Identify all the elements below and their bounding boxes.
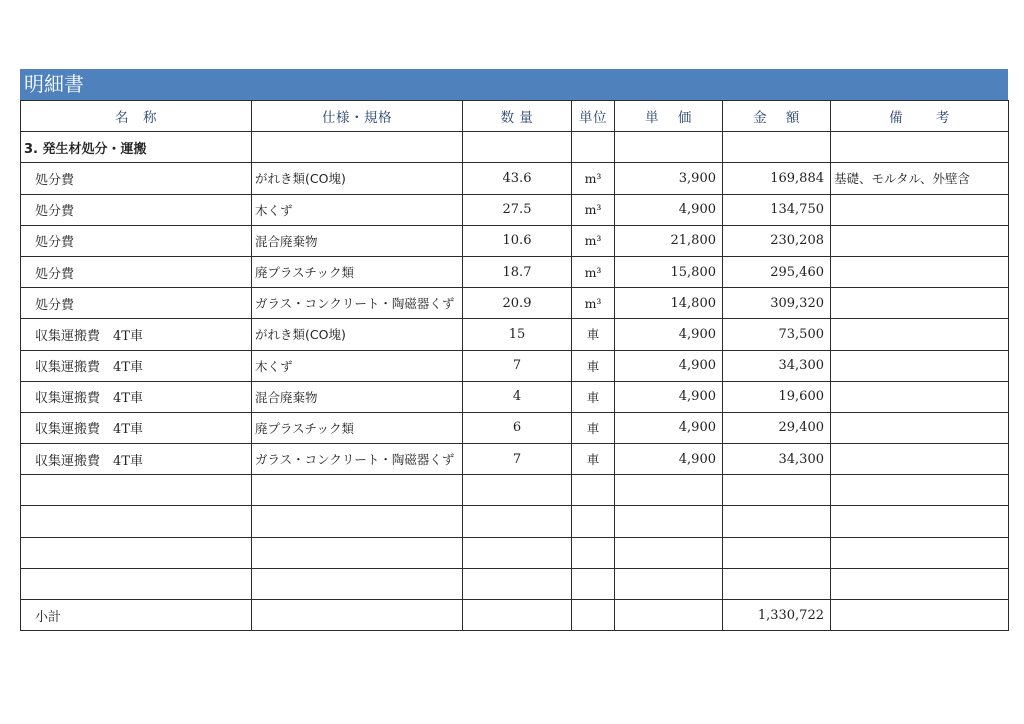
empty-cell [572,132,615,163]
cell-amount: 73,500 [723,319,831,350]
cell-qty: 15 [463,319,572,350]
header-name: 名 称 [21,101,252,132]
cell-spec: ガラス・コンクリート・陶磁器くず [252,288,463,319]
table-row [21,163,1009,194]
cell-spec: ガラス・コンクリート・陶磁器くず [252,444,463,475]
empty-cell [615,537,723,568]
cell-spec: 木くず [252,350,463,381]
table-row [21,319,1009,350]
table-row [21,444,1009,475]
cell-name: 処分費 [21,288,252,319]
cell-spec: 混合廃棄物 [252,225,463,256]
cell-spec: 廃プラスチック類 [252,412,463,443]
cell-name: 収集運搬費 4T車 [21,444,252,475]
empty-cell [572,600,615,631]
cell-price: 3,900 [615,163,723,194]
empty-cell [831,132,1009,163]
cell-amount: 295,460 [723,256,831,287]
empty-cell [723,506,831,537]
subtotal-label: 小計 [21,600,252,631]
empty-cell [572,475,615,506]
cell-qty: 18.7 [463,256,572,287]
cell-name: 収集運搬費 4T車 [21,412,252,443]
cell-price: 4,900 [615,444,723,475]
statement-sheet [20,69,1008,631]
empty-cell [572,568,615,599]
cell-note [831,288,1009,319]
empty-cell [252,132,463,163]
header-qty: 数 量 [463,101,572,132]
cell-price: 21,800 [615,225,723,256]
cell-unit: m³ [572,288,615,319]
cell-qty: 7 [463,444,572,475]
cell-price: 15,800 [615,256,723,287]
empty-row [21,568,1009,599]
empty-cell [723,537,831,568]
empty-cell [252,568,463,599]
cell-price: 4,900 [615,319,723,350]
empty-cell [723,475,831,506]
table-row [21,350,1009,381]
header-row [21,101,1009,132]
cell-unit: m³ [572,194,615,225]
empty-cell [615,600,723,631]
subtotal-amount: 1,330,722 [723,600,831,631]
cell-price: 4,900 [615,194,723,225]
document-title: 明細書 [20,69,1008,100]
cell-spec: 混合廃棄物 [252,381,463,412]
cell-price: 14,800 [615,288,723,319]
cell-qty: 20.9 [463,288,572,319]
cell-name: 処分費 [21,256,252,287]
header-unit: 単位 [572,101,615,132]
empty-cell [252,600,463,631]
empty-row [21,506,1009,537]
cell-qty: 6 [463,412,572,443]
section-title: 3. 発生材処分・運搬 [21,132,252,163]
table-row [21,288,1009,319]
cell-note [831,225,1009,256]
header-price: 単 価 [615,101,723,132]
cell-spec: がれき類(CO塊) [252,319,463,350]
cell-note [831,444,1009,475]
empty-cell [615,568,723,599]
cell-amount: 309,320 [723,288,831,319]
cell-amount: 19,600 [723,381,831,412]
subtotal-row [21,600,1009,631]
table-row [21,225,1009,256]
empty-cell [831,475,1009,506]
cell-amount: 34,300 [723,350,831,381]
cell-amount: 134,750 [723,194,831,225]
empty-row [21,537,1009,568]
cell-qty: 7 [463,350,572,381]
cell-name: 処分費 [21,163,252,194]
empty-cell [21,475,252,506]
cell-price: 4,900 [615,412,723,443]
empty-cell [572,506,615,537]
header-spec: 仕様・規格 [252,101,463,132]
empty-cell [252,537,463,568]
empty-cell [463,475,572,506]
empty-cell [831,568,1009,599]
cell-note: 基礎、モルタル、外壁含 [831,163,1009,194]
empty-cell [463,600,572,631]
empty-cell [252,506,463,537]
cell-note [831,319,1009,350]
cell-unit: m³ [572,163,615,194]
cell-spec: がれき類(CO塊) [252,163,463,194]
empty-cell [21,506,252,537]
empty-cell [831,537,1009,568]
cell-name: 収集運搬費 4T車 [21,319,252,350]
empty-cell [463,568,572,599]
cell-qty: 4 [463,381,572,412]
table-row [21,194,1009,225]
cell-amount: 34,300 [723,444,831,475]
header-amount: 金 額 [723,101,831,132]
cell-name: 処分費 [21,225,252,256]
empty-row [21,475,1009,506]
header-note: 備 考 [831,101,1009,132]
empty-cell [615,506,723,537]
cell-note [831,381,1009,412]
cell-spec: 廃プラスチック類 [252,256,463,287]
cell-amount: 169,884 [723,163,831,194]
empty-cell [463,506,572,537]
empty-cell [831,506,1009,537]
cell-name: 収集運搬費 4T車 [21,350,252,381]
cell-note [831,194,1009,225]
cell-note [831,256,1009,287]
table-row [21,412,1009,443]
detail-table [20,100,1009,631]
empty-cell [723,132,831,163]
empty-cell [615,132,723,163]
empty-cell [252,475,463,506]
empty-cell [21,568,252,599]
cell-qty: 43.6 [463,163,572,194]
cell-unit: m³ [572,225,615,256]
cell-price: 4,900 [615,350,723,381]
empty-cell [723,568,831,599]
cell-note [831,412,1009,443]
table-row [21,381,1009,412]
cell-name: 収集運搬費 4T車 [21,381,252,412]
cell-price: 4,900 [615,381,723,412]
cell-qty: 27.5 [463,194,572,225]
cell-note [831,350,1009,381]
empty-cell [831,600,1009,631]
cell-spec: 木くず [252,194,463,225]
cell-unit: 車 [572,444,615,475]
cell-unit: 車 [572,350,615,381]
empty-cell [463,132,572,163]
empty-cell [572,537,615,568]
cell-name: 処分費 [21,194,252,225]
cell-unit: 車 [572,412,615,443]
cell-unit: 車 [572,319,615,350]
cell-unit: m³ [572,256,615,287]
cell-amount: 29,400 [723,412,831,443]
empty-cell [615,475,723,506]
cell-qty: 10.6 [463,225,572,256]
cell-amount: 230,208 [723,225,831,256]
cell-unit: 車 [572,381,615,412]
empty-cell [463,537,572,568]
table-row [21,256,1009,287]
section-row [21,132,1009,163]
empty-cell [21,537,252,568]
